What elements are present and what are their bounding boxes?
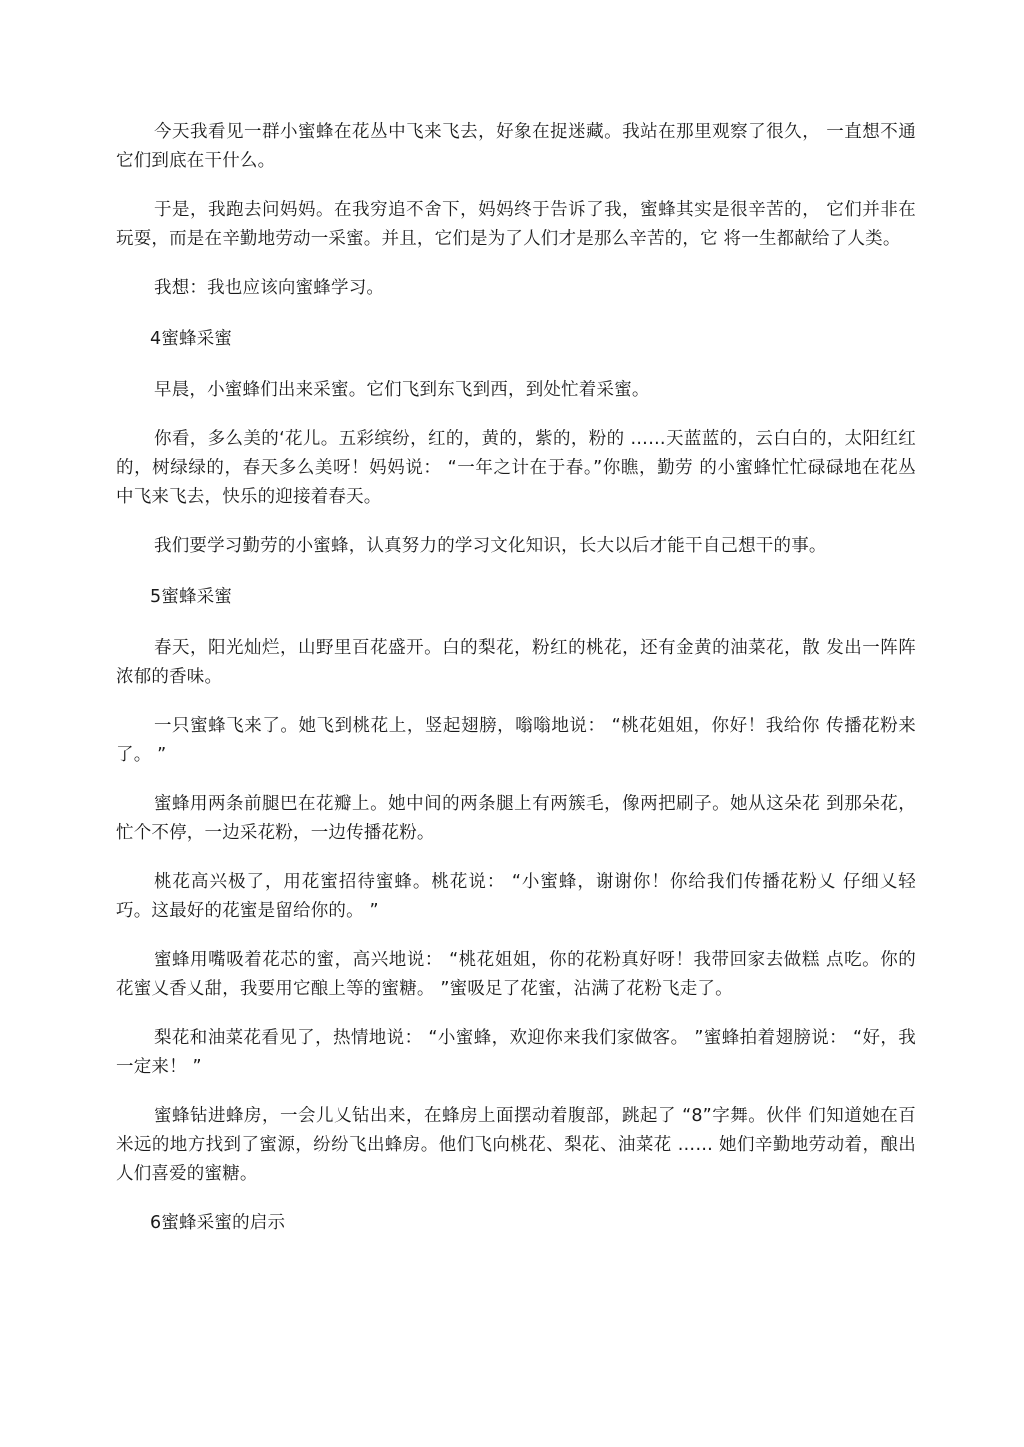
paragraph-11: 蜜蜂用两条前腿巴在花瓣上。她中间的两条腿上有两簇毛，像两把刷子。她从这朵花 到那朵花，忙个不停，一边采花粉，一边传播花粉。 xyxy=(116,794,916,843)
document-page xyxy=(116,118,916,1260)
section-heading-4: 4蜜蜂采蜜 xyxy=(150,329,233,349)
paragraph-1: 今天我看见一群小蜜蜂在花丛中飞来飞去，好象在捉迷藏。我站在那里观察了很久， 一直想不通它们到底在干什么。 xyxy=(116,122,916,171)
paragraph-10: 一只蜜蜂飞来了。她飞到桃花上，竖起翅膀，嗡嗡地说： “桃花姐姐，你好！我给你 传播花粉来了。 ” xyxy=(116,716,916,765)
paragraph-14: 梨花和油菜花看见了，热情地说： “小蜜蜂，欢迎你来我们家做客。 ”蜜蜂拍着翅膀说： “好，我一定来！ ” xyxy=(116,1028,916,1077)
paragraph-13: 蜜蜂用嘴吸着花芯的蜜，高兴地说： “桃花姐姐，你的花粉真好呀！我带回家去做糕 点吃。你的花蜜乂香乂甜，我要用它酿上等的蜜糖。 ”蜜吸足了花蜜，沾满了花粉飞走了。 xyxy=(116,950,916,999)
paragraph-5: 早晨，小蜜蜂们出来采蜜。它们飞到东飞到西，到处忙着采蜜。 xyxy=(154,380,650,400)
paragraph-2: 于是，我跑去问妈妈。在我穷追不舍下，妈妈终于告诉了我，蜜蜂其实是很辛苦的， 它们并非在玩耍，而是在辛勤地劳动一采蜜。并且，它们是为了人们才是那么辛苦的，它 将一生都献给了人类。 xyxy=(116,200,916,249)
section-heading-6: 6蜜蜂采蜜的启示 xyxy=(150,1213,286,1233)
paragraph-9: 春天，阳光灿烂，山野里百花盛开。白的梨花，粉红的桃花，还有金黄的油菜花，散 发出一阵阵浓郁的香味。 xyxy=(116,638,916,687)
paragraph-6: 你看，多么美的‘花儿。五彩缤纷，红的，黄的，紫的，粉的 ……天蓝蓝的，云白白的，太阳红红的，树绿绿的，春天多么美呀！妈妈说： “一年之计在于春。”你瞧，勤劳 的小蜜蜂忙忙碌碌地在花丛中飞来飞去，快乐的迎接着春天。 xyxy=(116,429,916,507)
paragraph-15: 蜜蜂钻进蜂房，一会儿乂钻出来，在蜂房上面摆动着腹部，跳起了 “8”字舞。伙伴 们知道她在百米远的地方找到了蜜源，纷纷飞出蜂房。他们飞向桃花、梨花、油菜花 …… 她们辛勤地劳动着，酿出人们喜爱的蜜糖。 xyxy=(116,1106,916,1184)
paragraph-3: 我想：我也应该向蜜蜂学习。 xyxy=(154,278,385,298)
paragraph-12: 桃花高兴极了，用花蜜招待蜜蜂。桃花说： “小蜜蜂，谢谢你！你给我们传播花粉乂 仔细乂轻巧。这最好的花蜜是留给你的。 ” xyxy=(116,872,916,921)
paragraph-7: 我们要学习勤劳的小蜜蜂，认真努力的学习文化知识，长大以后才能干自己想干的事。 xyxy=(154,536,827,556)
section-heading-5: 5蜜蜂采蜜 xyxy=(150,587,233,607)
